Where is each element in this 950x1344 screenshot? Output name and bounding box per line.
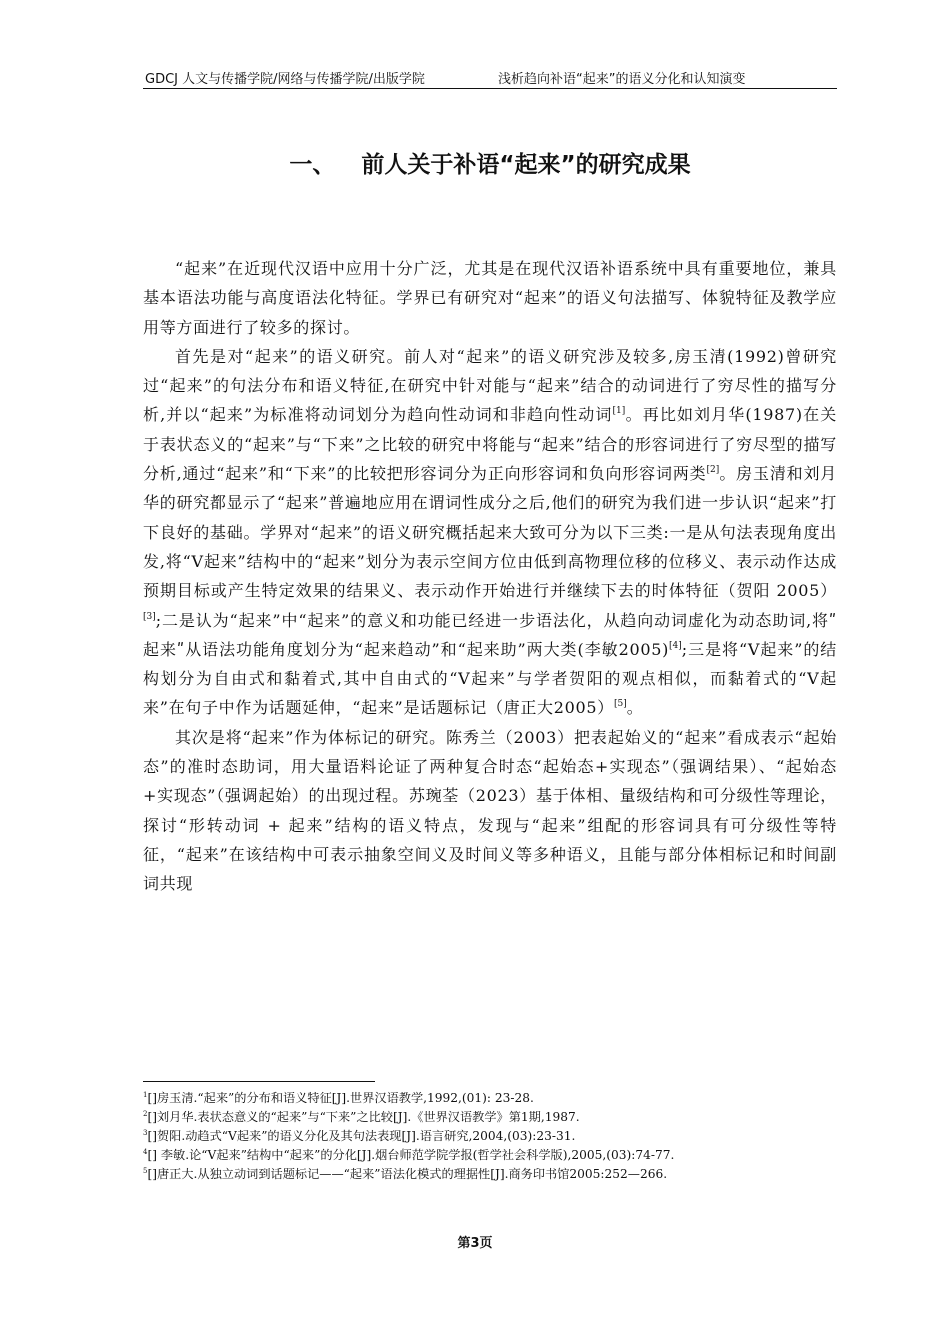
footnote-text: []贺阳.动趋式“V起来”的语义分化及其句法表现[J].语言研究,2004,(03):23-31. — [147, 1129, 576, 1143]
section-title — [143, 146, 837, 179]
footnote — [143, 1146, 837, 1165]
paragraph-text: ;三是将“V起来”的结构划分为自由式和黏着式,其中自由式的“V起来”与学者贺阳的观点相似，而黏着式的“V起来”在句子中作为话题延伸，“起来”是话题标记（唐正大2005） — [143, 639, 837, 718]
paragraph — [143, 254, 837, 342]
paragraph-text: 。再比如刘月华(1987)在关于表状态义的“起来”与“下来”之比较的研究中将能与“起来”结合的形容词进行了穷尽型的描写分析,通过“起来”和“下来”的比较把形容词分为正向形容词和负向形容词两类 — [143, 405, 837, 484]
citation-ref: [4] — [669, 640, 682, 651]
paragraph — [143, 342, 837, 723]
page-number: 第3页 — [457, 1236, 493, 1251]
footnote-mark: 5 — [143, 1167, 148, 1175]
footnote-mark: 3 — [143, 1129, 148, 1137]
paragraph — [143, 723, 837, 899]
footnote-separator — [143, 1081, 375, 1082]
section-title-text: 前人关于补语“起来”的研究成果 — [361, 152, 691, 178]
citation-ref: [3] — [143, 611, 156, 622]
paragraph-text: 首先是对“起来”的语义研究。前人对“起来”的语义研究涉及较多,房玉清(1992)曾研究过“起来”的句法分布和语义特征,在研究中针对能与“起来”结合的动词进行了穷尽性的描写分析,并以“起来”为标准将动词划分为趋向性动词和非趋向性动词 — [143, 346, 837, 425]
footnote-mark: 4 — [143, 1148, 148, 1156]
citation-ref: [5] — [613, 699, 627, 710]
paragraph-text: 。 — [626, 698, 644, 718]
footnotes — [143, 1089, 837, 1184]
paragraph-text: ;二是认为“起来”中“起来”的意义和功能已经进一步语法化，从趋向动词虚化为动态助词,将ʺ起来ʺ从语法功能角度划分为“起来趋动”和“起来助”两大类(李敏2005) — [143, 610, 837, 659]
footnote-text: []刘月华.表状态意义的“起来”与“下来”之比较[J].《世界汉语教学》第1期,1987. — [147, 1110, 580, 1124]
paragraph-text: 其次是将“起来”作为体标记的研究。陈秀兰（2003）把表起始义的“起来”看成表示“起始态”的准时态助词，用大量语料论证了两种复合时态“起始态+实现态”（强调结果）、“起始态+实现态”（强调起始）的出现过程。苏琬荃（2023）基于体相、量级结构和可分级性等理论，探讨“形转动词 + 起来”结构的语义特点，发现与“起来”组配的形容词具有可分级性等特征，“起来”在该结构中可表示抽象空间义及时间义等多种语义，且能与部分体相标记和时间副词共现 — [143, 727, 837, 894]
header-right-text: 浅析趋向补语“起来”的语义分化和认知演变 — [498, 72, 746, 87]
page-header — [143, 66, 837, 89]
paragraph-text: “起来”在近现代汉语中应用十分广泛，尤其是在现代汉语补语系统中具有重要地位，兼具基本语法功能与高度语法化特征。学界已有研究对“起来”的语义句法描写、体貌特征及教学应用等方面进行了较多的探讨。 — [143, 259, 837, 337]
footnote-text: []唐正大.从独立动词到话题标记——“起来”语法化模式的理据性[J].商务印书馆2005:252—266. — [147, 1167, 668, 1181]
footnote-mark: 2 — [143, 1110, 148, 1118]
body-text — [143, 254, 837, 899]
footnote — [143, 1127, 837, 1146]
footnote — [143, 1089, 837, 1108]
footnote — [143, 1165, 837, 1184]
citation-ref: [1] — [612, 406, 626, 417]
footnote-text: [] 李敏.论“V起来”结构中“起来”的分化[J].烟台师范学院学报(哲学社会科学版),2005,(03):74-77. — [147, 1148, 675, 1162]
section-number: 一、 — [289, 152, 336, 178]
header-left-text: GDCJ 人文与传播学院/网络与传播学院/出版学院 — [145, 72, 425, 87]
footnote-mark: 1 — [143, 1091, 148, 1099]
citation-ref: [2] — [706, 465, 720, 476]
paragraph-text: 。房玉清和刘月华的研究都显示了“起来”普遍地应用在谓词性成分之后,他们的研究为我们进一步认识“起来”打下良好的基础。学界对“起来”的语义研究概括起来大致可分为以下三类:一是从句法表现角度出发,将“V起来”结构中的“起来”划分为表示空间方位由低到高物理位移的位移义、表示动作达成预期目标或产生特定效果的结果义、表示动作开始进行并继续下去的时体特征（贺阳 2005） — [143, 464, 837, 601]
footnote-text: []房玉清.“起来”的分布和语义特征[J].世界汉语教学,1992,(01): 23-28. — [147, 1091, 534, 1105]
footnote — [143, 1108, 837, 1127]
